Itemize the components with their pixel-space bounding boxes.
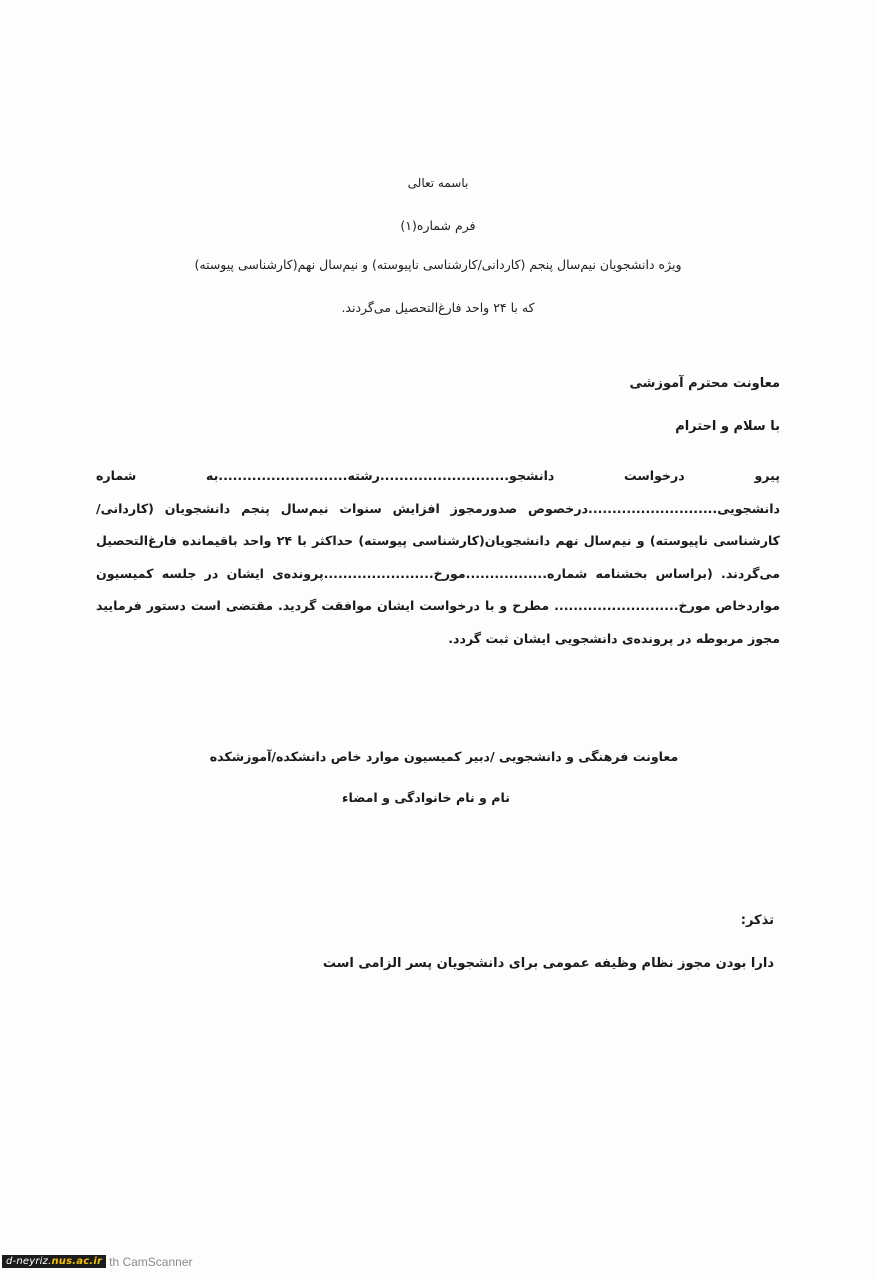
scan-watermark (2, 1253, 192, 1270)
note-title: تذکر: (740, 913, 774, 928)
request-paragraph: پیرو درخواست دانشجو...........................رشته...........................به شماره دانشجویی...........................درخصوص صدورمجوز افزایش سنوات نیم‌سال پنجم دانشجویان (کاردانی/کارشناسی ناپیوسته) و نیم‌سال نهم دانشجویان(کارشناسی پیوسته) حداکثر با ۲۴ واحد باقیمانده فارغ‌التحصیل می‌گردند. (براساس بخشنامه شماره.................مورخ.......................پرونده‌ی ایشان در جلسه کمیسیون مواردخاص مورخ.......................... مطرح و با درخواست ایشان موافقت گردید. مقتضی است دستور فرمایید مجوز مربوطه در پرونده‌ی دانشجویی ایشان ثبت گردد. (96, 468, 780, 646)
site-highlight: nus.ac.ir (51, 1256, 103, 1267)
form-subtitle-line1: ویژه دانشجویان نیم‌سال پنجم (کاردانی/کارشناسی ناپیوسته) و نیم‌سال نهم(کارشناسی پیوسته) (194, 257, 682, 272)
site-badge (2, 1255, 106, 1268)
site-prefix: d-neyriz. (6, 1256, 52, 1267)
greeting-line: با سلام و احترام (675, 419, 780, 434)
signatory-title: معاونت فرهنگی و دانشجویی /دبیر کمیسیون موارد خاص دانشکده/آموزشکده (209, 749, 679, 764)
note-text: دارا بودن مجوز نظام وظیفه عمومی برای دانشجویان پسر الزامی است (322, 956, 774, 971)
camscanner-text: th CamScanner (109, 1254, 193, 1269)
addressee-line: معاونت محترم آموزشی (629, 376, 780, 391)
form-subtitle-line2: که با ۲۴ واحد فارغ‌التحصیل می‌گردند. (341, 300, 535, 315)
form-number-heading: فرم شماره(۱) (400, 218, 476, 233)
signatory-name-line: نام و نام خانوادگی و امضاء (342, 790, 510, 805)
request-body (96, 460, 780, 655)
basmala-heading: باسمه تعالی (407, 176, 469, 190)
